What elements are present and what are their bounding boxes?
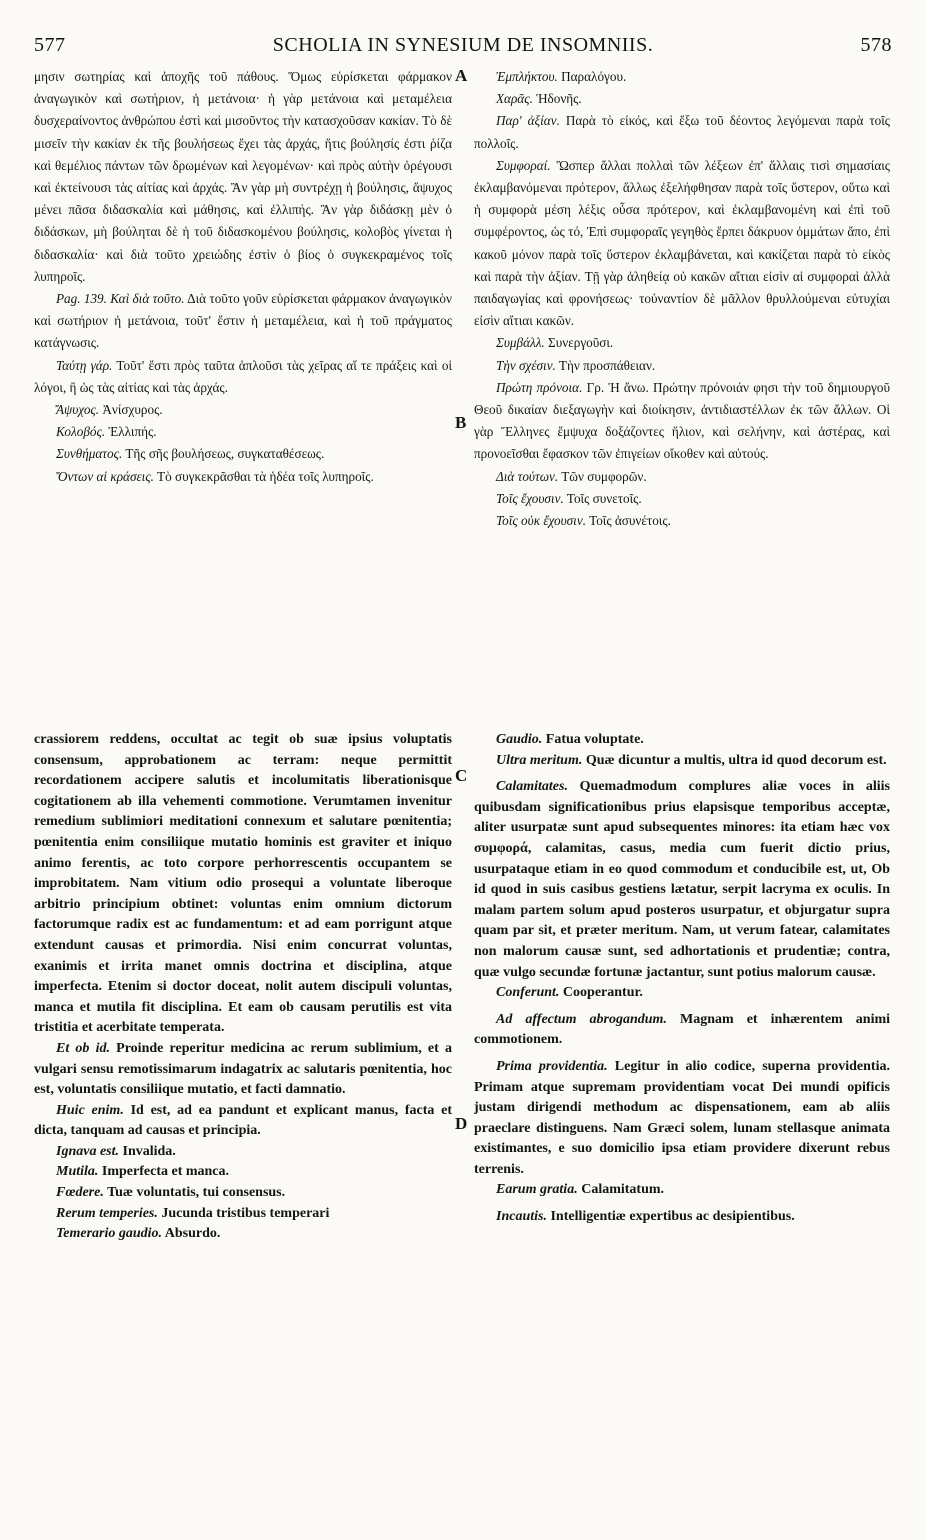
lemma: Huic enim. [56,1102,124,1118]
greek-paragraph [34,399,452,421]
lemma: Ἐμπλήκτου. [496,69,558,84]
gloss: Calamitatum. [581,1182,665,1198]
lemma: Παρ' ἀξίαν. [496,113,560,129]
margin-letter-d: D [455,1114,468,1133]
greek-paragraph [474,355,890,377]
latin-paragraph [474,983,890,1004]
greek-paragraph [474,332,890,354]
gloss: Συνεργοῦσι. [548,335,614,351]
lemma: Τὴν σχέσιν. [496,357,556,373]
latin-paragraph [34,1039,452,1101]
lemma: Prima providentia. [496,1058,608,1074]
lemma: Ὄντων αἱ κράσεις. [56,468,154,484]
gloss: Τῶν συμφορῶν. [561,468,647,484]
latin-paragraph [34,1224,452,1245]
greek-paragraph [474,155,890,333]
gloss: Διὰ τοῦτο γοῦν εὑρίσκεται φάρμακον ἀναγωγικὸν καὶ σωτήριον ἡ μετάνοια, τοῦτ' ἔστιν ἡ μεταμέλεια, καὶ ἡ τοῦ πράγματος κατάγνωσις. [34,291,452,351]
running-header [34,34,892,60]
gloss: crassiorem reddens, occultat ac tegit ob suæ ipsius voluptatis consensum, approbationem ac terram: neque permittit recordationem accipere salutis et incolumitatis liberationisque cogitationem ab illa vehementi commotione. Verumtamen invenitur remedium sublimiori meditationi connexum et salutare pœnitentia; pœnitentia enim consiliique mutatio hominis est graviter et iniquo animo ferentis, ac toto corpore perhorrescentis occupantem se improbitatem. Nam vitium odio prosequi a voluntate liberoque arbitrio principium obtinet: voluntas enim omnium dictorum factorumque radix est ac fundamentum: et ad eam porrigunt atque extendunt causas et primordia. Nisi enim concurrat voluntas, exanimis et irrita manet omnis doctrina et disciplina, atque imperfecta. Etenim si doctor doceat, nolit autem discipuli voluntas, manca et mutila fit disciplina. Et eam ob causam perutilis est vita tristitia et acerbitate temperata. [34,732,452,1036]
lemma: Ultra meritum. [496,752,583,768]
greek-paragraph [474,377,890,466]
gloss: Proinde reperitur medicina ac rerum sublimium, et a vulgari sensu remotissimarum indagatrix ac salutaris pœnitentia, hoc est, voluntatis consiliique mutatio, et facti damnatio. [34,1040,452,1098]
lemma: Mutila. [56,1164,99,1180]
gloss: Absurdo. [164,1226,221,1242]
gloss: Invalida. [122,1143,176,1159]
lemma: Συμφοραί. [496,157,551,173]
gloss: Fatua voluptate. [545,732,644,747]
gloss: Γρ. Ἡ ἄνω. Πρώτην πρόνοιάν φησι τὴν τοῦ δημιουργοῦ Θεοῦ δικαίαν διεξαγωγὴν καὶ διοίκησιν, ἀντιδιαστέλλων ἐκ τῶν ἄλλων. Οἱ γὰρ Ἕλληνες ἔμψυχα δοξάζοντες ἥλιον, καὶ σελήνην, καὶ ἀστέρας, καὶ προνοεῖσθαι ἔφασκον τῶν ἐπιγείων οἴκοθεν καὶ αὐτούς. [474,379,890,462]
gloss: Ἐλλιπής. [108,424,157,440]
greek-paragraph [474,110,890,154]
lemma: Συνθήματος. [56,446,123,462]
latin-paragraph [34,1101,452,1142]
greek-paragraph [34,66,452,288]
lemma: Συμβάλλ. [496,335,545,351]
gloss: Τοῖς συνετοῖς. [566,490,642,506]
gloss: Ἀνίσχυρος. [102,402,163,418]
gloss: Ὥσπερ ἄλλαι πολλαὶ τῶν λέξεων ἐπ' ἄλλαις τισὶ σημασίαις ἐκλαμβανόμεναι πρότερον, ἄλλως ἐξελήφθησαν παρὰ τοῖς ὕστερον, οὕτω καὶ ἡ συμφορὰ μέση λέξις οὖσα πρότερον, καὶ ἐκλαμβανομένη καὶ ἐπὶ τοῦ συμφέροντος, ὡς τό, Ἐπὶ συμφοραῖς γεγηθὸς ἕρπει δάκρυον ὀμμάτων ἄπο, ἐπὶ κακοῦ μόνον παρὰ τοῖς ὕστερον ἐκλαμβάνεται, καὶ κακίζεται παρὰ τὸ εἰκὸς καὶ παρὰ τὴν ἀξίαν. Τῇ γὰρ ἀληθείᾳ οὐ κακῶν αἴτιαι εἰσὶν αἱ συμφοραὶ ἀλλὰ παιδαγωγίας καὶ φρονήσεως· τοὐναντίον δὲ μᾶλλον θρυλλούμεναι εὐτυχίαι εἰσὶν αἴτιαι κακῶν. [474,157,890,329]
lemma: Πρώτη πρόνοια. [496,379,583,395]
lemma: Gaudio. [496,732,543,747]
lemma: Temerario gaudio. [56,1226,163,1242]
greek-paragraph [34,466,452,488]
margin-letter-b: B [455,413,467,432]
gloss: Cooperantur. [562,985,643,1001]
gloss: Τοῖς ἀσυνέτοις. [589,513,671,529]
gloss: Intelligentiæ expertibus ac desipientibus. [550,1209,795,1225]
greek-scholia-left-column [34,66,452,700]
gloss: Τοῦτ' ἔστι πρὸς ταῦτα ἁπλοῦσι τὰς χεῖρας αἵ τε πράξεις καὶ οἱ λόγοι, ἢ ὡς τὰς αἰτίας καὶ τὰς ἀρχάς. [34,357,452,395]
lemma: Calamitates. [496,779,568,795]
latin-translation-right-column [474,730,890,1520]
gloss: Quemadmodum complures aliæ voces in aliis quibusdam significationibus prius elapsisque temporibus acceptæ, aliter usurpatæ sunt apud subsequentes minores: ita etiam hæc vox συμφορά, calamitas, casus, media cum fuerit dictio prius, usurpataque etiam in eo quod commodum et conducibile est, ut, Ob id quod in suis casibus gestiens lætatur, serpit lacryma ex oculis. In malam partem solum apud posteros usurpatur, et objurgatur supra quam par sit, et præter meritum. Nam, ut verum fatear, calamitates non malorum causæ sunt, sed adhortationis et prudentiæ; contra, quæ vulgo secundæ fortunæ jactantur, sunt potius malorum causæ. [474,779,890,980]
gloss: Ἡδονῆς. [536,91,582,107]
lemma: Ad affectum abrogandum. [496,1011,667,1027]
greek-paragraph [34,288,452,355]
latin-paragraph [474,751,890,772]
lemma: Earum gratia. [496,1182,578,1198]
gloss: Quæ dicuntur a multis, ultra id quod decorum est. [585,752,887,768]
margin-letter-c: C [455,766,468,785]
gloss: Magnam et inhærentem animi commotionem. [474,1011,890,1048]
lemma: Διὰ τούτων. [496,468,559,484]
lemma: Conferunt. [496,985,560,1001]
right-page-number: 578 [860,34,892,56]
lemma: Τοῖς οὐκ ἔχουσιν. [496,513,586,529]
gloss: Imperfecta et manca. [101,1164,230,1180]
greek-scholia-right-column [474,66,890,700]
gloss: Τὴν προσπάθειαν. [558,357,656,373]
latin-paragraph [34,1183,452,1204]
latin-paragraph [474,1010,890,1051]
latin-paragraph [34,730,452,1039]
gloss: Tuæ voluntatis, tui consensus. [107,1185,286,1201]
greek-paragraph [474,88,890,110]
latin-paragraph [474,1180,890,1201]
lemma: Ignava est. [56,1143,119,1159]
gloss: Jucunda tristibus temperari [161,1205,330,1221]
latin-paragraph [34,1162,452,1183]
greek-paragraph [34,421,452,443]
margin-letter-a: A [455,66,468,85]
gloss: Id est, ad ea pandunt et explicant manus, facta et dicta, tanquam ad causas et principia. [34,1102,452,1139]
latin-paragraph [474,1207,890,1228]
lemma: Τοῖς ἔχουσιν. [496,490,564,506]
latin-paragraph [34,1142,452,1163]
gloss: Παραλόγου. [561,69,627,84]
lemma: Rerum temperies. [56,1205,158,1221]
gloss: μησιν σωτηρίας καὶ ἀποχῆς τοῦ πάθους. Ὅμως εὑρίσκεται φάρμακον ἀναγωγικὸν καὶ σωτήριον, ἡ μετάνοια· ἡ γὰρ μετάνοια καὶ μεταμέλεια δυσχεραίνοντος ἀνθρώπου ἐστὶ καὶ μισοῦντος τὴν κατασχοῦσαν κακίαν. Τὸ δὲ μισεῖν τὴν κακίαν ἐκ τῆς βουλήσεως ἔχει τὰς ἀρχάς, ἥτις βούλησίς ἐστι ῥίζα καὶ θεμέλιος πάντων τῶν δρωμένων καὶ λεγομένων· καὶ πρὸς αὐτὴν ὀρέγουσι καὶ ἐκτείνουσι τὰς αἰτίας καὶ ἀρχάς. Ἂν γὰρ μὴ συντρέχῃ ἡ βούλησις, ἄψυχος μένει πᾶσα διδασκαλία καὶ μάθησις, καὶ ἐλλιπής. Ἂν γὰρ διδάσκῃ μὲν ὁ διδάσκων, μὴ βούληται δὲ ἡ τοῦ διδασκομένου βούλησις, κολοβὸς γίνεται ἡ διδασκαλία· καὶ διὰ τοῦτο χρειώδης ἐστὶν ὁ βίος ὁ συγκεκραμένος τοῖς λυπηροῖς. [34,69,452,284]
lemma: Et ob id. [56,1040,110,1056]
latin-paragraph [474,730,890,751]
greek-paragraph [474,66,890,88]
lemma: Fœdere. [56,1185,104,1201]
greek-paragraph [474,466,890,488]
latin-paragraph [474,777,890,983]
lemma: Ταύτῃ γάρ. [56,357,113,373]
left-page-number: 577 [34,34,66,56]
lemma: Χαρᾶς. [496,91,533,107]
greek-paragraph [474,488,890,510]
gloss: Τῆς σῆς βουλήσεως, συγκαταθέσεως. [125,446,325,462]
gloss: Τὸ συγκεκρᾶσθαι τὰ ἡδέα τοῖς λυπηροῖς. [157,468,374,484]
greek-paragraph [34,443,452,465]
lemma: Incautis. [496,1209,547,1225]
greek-paragraph [34,355,452,399]
latin-paragraph [34,1204,452,1225]
gloss: Παρὰ τὸ εἰκός, καὶ ἔξω τοῦ δέοντος λεγόμεναι παρὰ τοῖς πολλοῖς. [474,113,890,151]
lemma: Ἄψυχος. [56,402,100,418]
lemma: Pag. 139. Καὶ διὰ τοῦτο. [56,291,185,307]
gloss: Legitur in alio codice, superna providentia. Primam atque supremam providentiam vocat Dei mundi opificis justam dirigendi methodum ac dispensationem, eam ab aliis praeclare distinguens. Nam Græci solem, lunam stellasque animata existimantes, e suo domicilio ipsa etiam providere dixerunt rebus terrenis. [474,1058,890,1177]
greek-paragraph [474,510,890,532]
lemma: Κολοβός. [56,424,106,440]
running-title: SCHOLIA IN SYNESIUM DE INSOMNIIS. [272,34,654,56]
latin-translation-left-column [34,730,452,1520]
latin-paragraph [474,1057,890,1181]
